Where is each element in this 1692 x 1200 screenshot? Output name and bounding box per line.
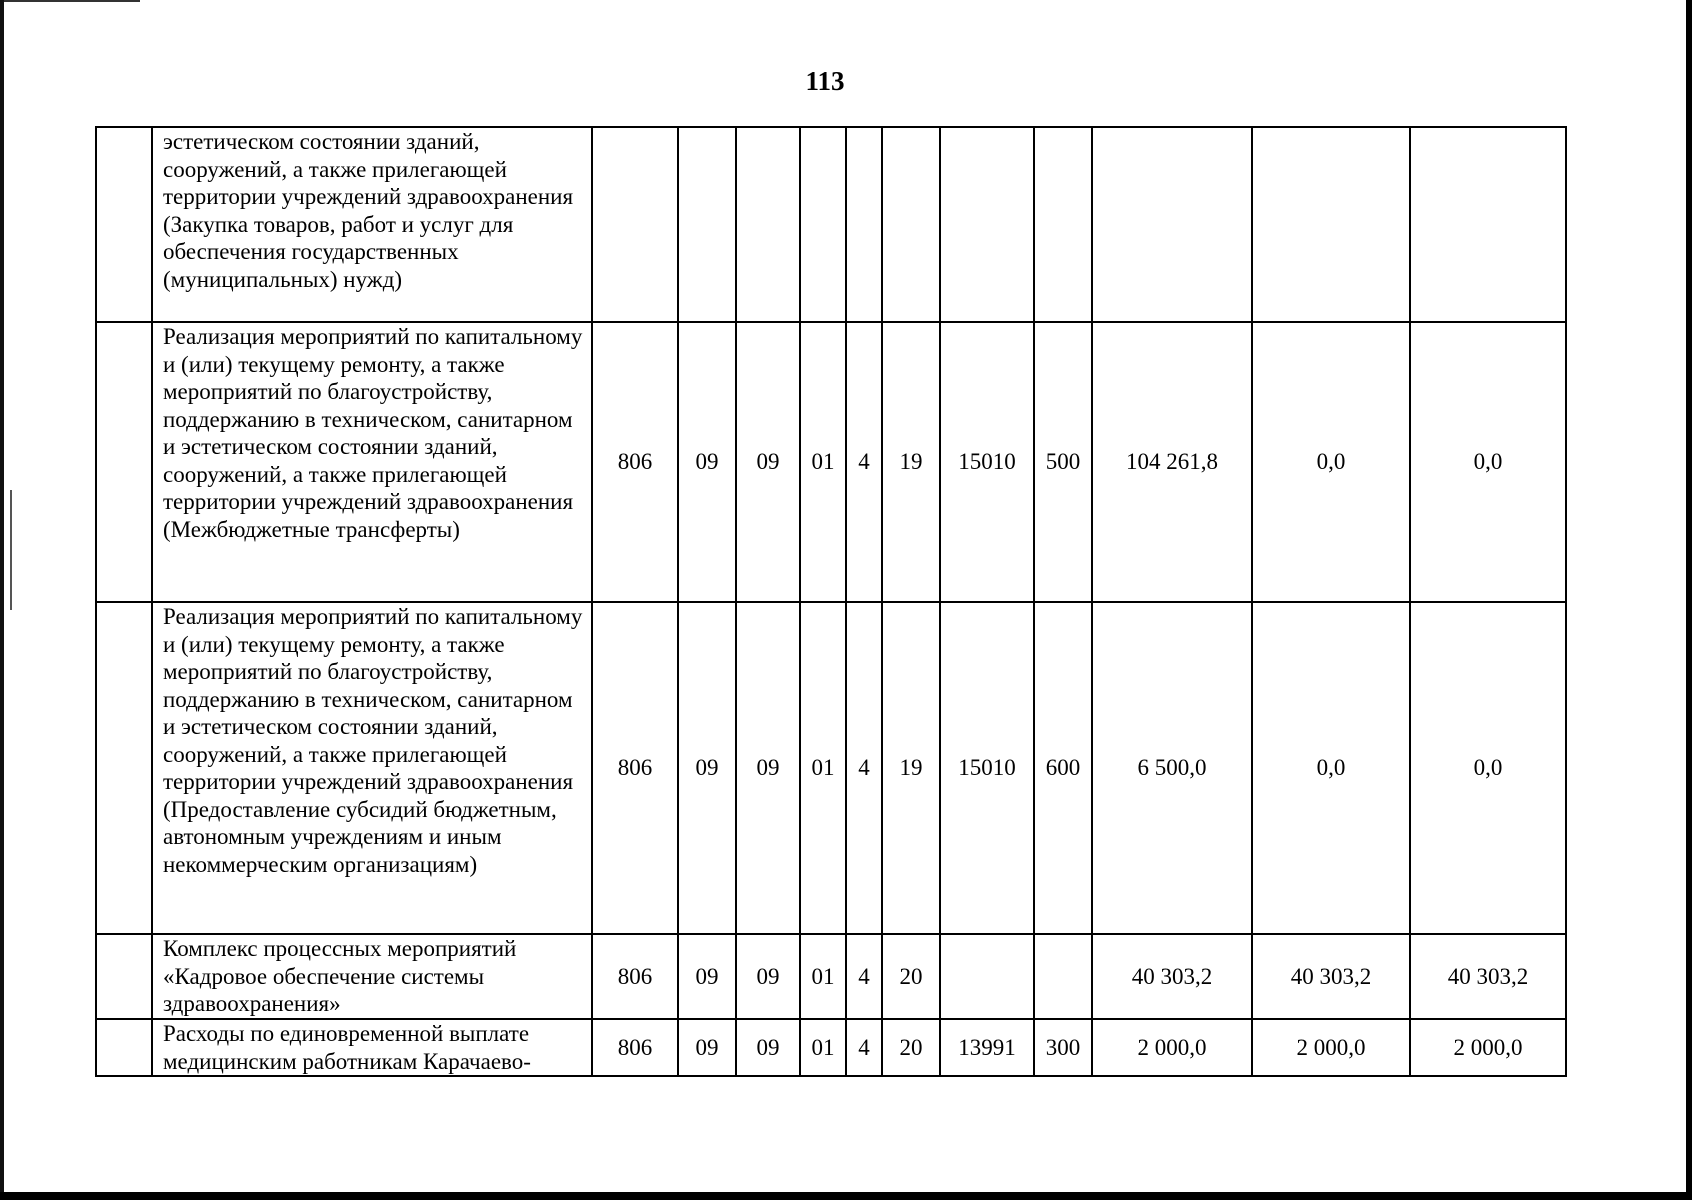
program-type-cell [846, 127, 882, 322]
program-type-cell: 4 [846, 1019, 882, 1076]
section-cell: 09 [678, 934, 736, 1019]
program-type-cell: 4 [846, 602, 882, 934]
direction-cell [940, 934, 1034, 1019]
description-cell: Реализация мероприятий по капитальному и (или) текущему ремонту, а также мероприятий по благоустройству, поддержанию в техническом, санитарном и эстетическом состоянии зданий, сооружений, а также прилегающей территории учреждений здравоохранения (Предоставление субсидий бюджетным, автономным учреждениям и иным некоммерческим организациям) [152, 602, 592, 934]
amount-year1-cell: 40 303,2 [1092, 934, 1252, 1019]
subsection-cell: 09 [736, 602, 800, 934]
direction-cell: 15010 [940, 322, 1034, 602]
amount-year3-cell: 0,0 [1410, 322, 1566, 602]
table-row [96, 127, 1566, 322]
direction-cell: 15010 [940, 602, 1034, 934]
description-cell: эстетическом состоянии зданий, сооружений, а также прилегающей территории учреждений здравоохранения (Закупка товаров, работ и услуг для обеспечения государственных (муниципальных) нужд) [152, 127, 592, 322]
program-type-cell: 4 [846, 322, 882, 602]
direction-cell [940, 127, 1034, 322]
table-row [96, 1019, 1566, 1076]
program-cell: 01 [800, 1019, 846, 1076]
amount-year1-cell: 104 261,8 [1092, 322, 1252, 602]
expense-type-cell: 500 [1034, 322, 1092, 602]
scan-mark [10, 490, 12, 610]
subprogram-cell: 19 [882, 322, 940, 602]
description-cell: Реализация мероприятий по капитальному и (или) текущему ремонту, а также мероприятий по благоустройству, поддержанию в техническом, санитарном и эстетическом состоянии зданий, сооружений, а также прилегающей территории учреждений здравоохранения (Межбюджетные трансферты) [152, 322, 592, 602]
subsection-cell [736, 127, 800, 322]
amount-year2-cell [1252, 127, 1410, 322]
amount-year2-cell: 0,0 [1252, 322, 1410, 602]
program-cell [800, 127, 846, 322]
program-cell: 01 [800, 934, 846, 1019]
program-cell: 01 [800, 602, 846, 934]
row-index-cell [96, 602, 152, 934]
subsection-cell: 09 [736, 1019, 800, 1076]
ministry-code-cell: 806 [592, 1019, 678, 1076]
budget-table [95, 126, 1567, 1077]
section-cell: 09 [678, 602, 736, 934]
amount-year1-cell: 2 000,0 [1092, 1019, 1252, 1076]
section-cell: 09 [678, 322, 736, 602]
section-cell: 09 [678, 1019, 736, 1076]
ministry-code-cell [592, 127, 678, 322]
amount-year3-cell: 40 303,2 [1410, 934, 1566, 1019]
page-number: 113 [805, 66, 845, 96]
ministry-code-cell: 806 [592, 322, 678, 602]
scan-edge-bottom [0, 1192, 1692, 1200]
row-index-cell [96, 1019, 152, 1076]
subsection-cell: 09 [736, 322, 800, 602]
subprogram-cell: 19 [882, 602, 940, 934]
scan-edge-top [0, 0, 140, 2]
subprogram-cell: 20 [882, 934, 940, 1019]
amount-year2-cell: 2 000,0 [1252, 1019, 1410, 1076]
ministry-code-cell: 806 [592, 602, 678, 934]
subprogram-cell [882, 127, 940, 322]
expense-type-cell: 300 [1034, 1019, 1092, 1076]
direction-cell: 13991 [940, 1019, 1034, 1076]
ministry-code-cell: 806 [592, 934, 678, 1019]
amount-year3-cell: 2 000,0 [1410, 1019, 1566, 1076]
table-row [96, 322, 1566, 602]
expense-type-cell [1034, 127, 1092, 322]
scan-edge-right [1686, 0, 1692, 1200]
row-index-cell [96, 322, 152, 602]
amount-year3-cell [1410, 127, 1566, 322]
expense-type-cell: 600 [1034, 602, 1092, 934]
amount-year1-cell: 6 500,0 [1092, 602, 1252, 934]
program-cell: 01 [800, 322, 846, 602]
row-index-cell [96, 934, 152, 1019]
description-cell: Расходы по единовременной выплате медицинским работникам Карачаево- [152, 1019, 592, 1076]
row-index-cell [96, 127, 152, 322]
subprogram-cell: 20 [882, 1019, 940, 1076]
table-row [96, 602, 1566, 934]
table-row [96, 934, 1566, 1019]
scan-edge-left [0, 0, 4, 1200]
amount-year2-cell: 0,0 [1252, 602, 1410, 934]
description-cell: Комплекс процессных мероприятий «Кадровое обеспечение системы здравоохранения» [152, 934, 592, 1019]
program-type-cell: 4 [846, 934, 882, 1019]
amount-year1-cell [1092, 127, 1252, 322]
expense-type-cell [1034, 934, 1092, 1019]
amount-year3-cell: 0,0 [1410, 602, 1566, 934]
section-cell [678, 127, 736, 322]
subsection-cell: 09 [736, 934, 800, 1019]
amount-year2-cell: 40 303,2 [1252, 934, 1410, 1019]
